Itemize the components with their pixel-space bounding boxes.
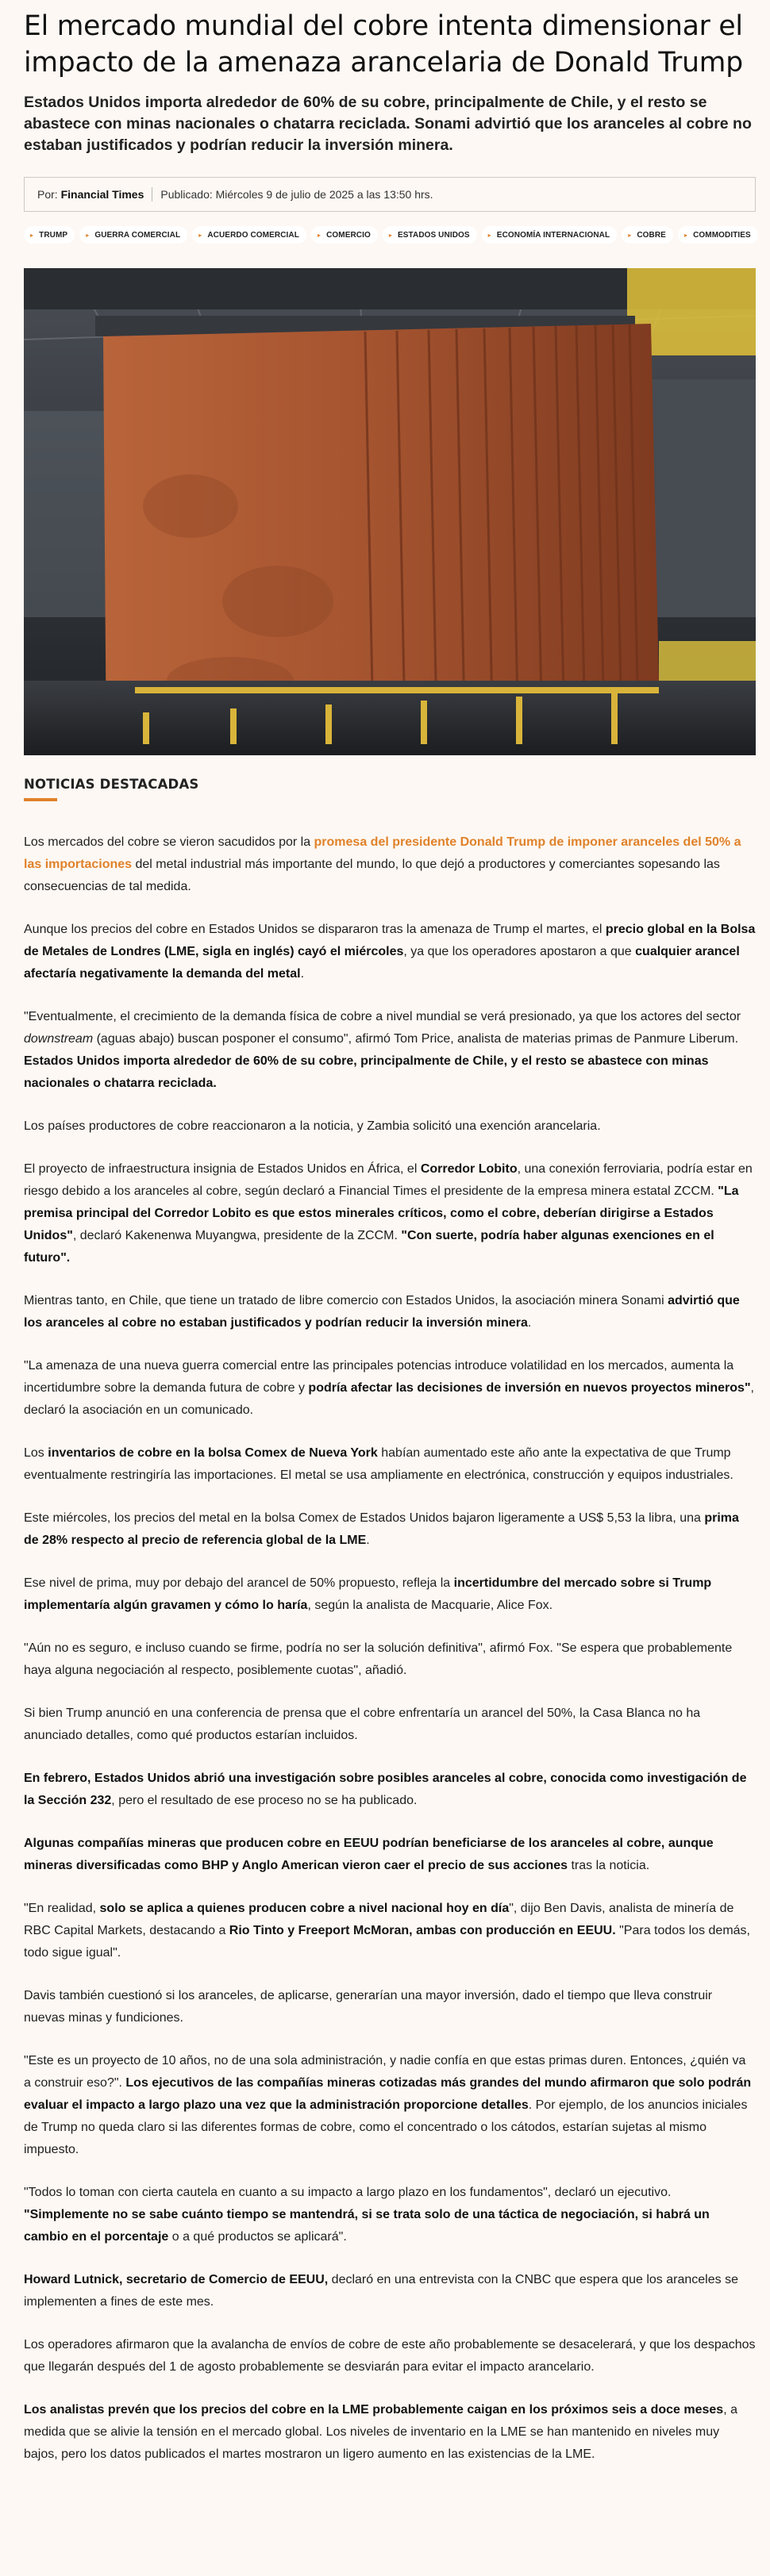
text-run: "Aún no es seguro, e incluso cuando se firme, podría no ser la solución definitiva", afirmó Fox. "Se espera que probablemente haya alguna negociación al respecto, posiblemente cuotas", añadió. <box>24 1641 733 1677</box>
article-paragraph <box>24 1572 756 1617</box>
bold-text: advirtió que los aranceles al cobre no estaban justificados y podrían reducir la inversión minera <box>24 1294 740 1330</box>
text-run: declaró en una entrevista con la CNBC que espera que los aranceles se implementen a fines de este mes. <box>24 2273 738 2309</box>
hero-image <box>24 268 756 755</box>
tag-list <box>24 226 756 245</box>
bold-text: solo se aplica a quienes producen cobre a nivel nacional hoy en día <box>99 1902 510 1915</box>
text-run: tras la noticia. <box>568 1859 650 1872</box>
tag-chip[interactable] <box>192 226 306 244</box>
article <box>24 8 756 2466</box>
byline <box>37 188 144 201</box>
triangle-bullet-icon: ▸ <box>487 231 491 239</box>
triangle-bullet-icon: ▸ <box>30 231 34 239</box>
triangle-bullet-icon: ▸ <box>683 231 688 239</box>
tag-label: ECONOMÍA INTERNACIONAL <box>496 230 610 240</box>
triangle-bullet-icon: ▸ <box>388 231 392 239</box>
text-run: , ya que los operadores apostaron a que <box>403 945 636 958</box>
article-paragraph <box>24 1768 756 1812</box>
text-run: , declaró Kakenenwa Muyangwa, presidente de la ZCCM. <box>72 1229 402 1242</box>
text-run: "En realidad, <box>24 1902 100 1915</box>
text-run: . <box>300 967 305 981</box>
article-paragraph <box>24 1442 756 1487</box>
tag-chip[interactable] <box>79 226 187 244</box>
triangle-bullet-icon: ▸ <box>317 231 321 239</box>
bold-text: Los ejecutivos de las compañías mineras cotizadas más grandes del mundo afirmaron que solo podrán evaluar el impacto a largo plazo una vez que la administración proporcione detalles <box>24 2076 752 2112</box>
text-run: . <box>527 1316 532 1330</box>
section-underline <box>24 798 57 801</box>
text-run: o a qué productos se aplicará". <box>168 2230 347 2244</box>
text-run: Los <box>24 1446 48 1460</box>
text-run: , declaró la asociación en un comunicado. <box>24 1381 754 1417</box>
article-paragraph <box>24 919 756 985</box>
bold-text: "Simplemente no se sabe cuánto tiempo se mantendrá, si se trata solo de una táctica de negociación, si habrá un cambio en el porcentaje <box>24 2208 710 2244</box>
text-run: habían aumentado este año ante la expectativa de que Trump eventualmente restringiría las importaciones. El metal se usa ampliamente en electrónica, construcción y equipos industriales. <box>24 1446 733 1482</box>
published-date: Publicado: Miércoles 9 de julio de 2025 a las 13:50 hrs. <box>160 188 433 201</box>
bold-text: Estados Unidos importa alrededor de 60% de su cobre, principalmente de Chile, y el resto se abastece con minas nacionales o chatarra reciclada. <box>24 1054 709 1090</box>
tag-chip[interactable] <box>311 226 378 244</box>
text-run: . Por ejemplo, de los anuncios iniciales de Trump no queda claro si las diferentes formas de cobre, como el concentrado o los cátodos, estarían sujetas al mismo impuesto. <box>24 2098 748 2156</box>
text-run: , una conexión ferroviaria, podría estar en riesgo debido a los aranceles al cobre, según declaró a Financial Times el presidente de la empresa minera estatal ZCCM. <box>24 1162 753 1198</box>
article-paragraph <box>24 1985 756 2029</box>
article-title: El mercado mundial del cobre intenta dimensionar el impacto de la amenaza arancelaria de Donald Trump <box>24 10 743 79</box>
tag-label: COMMODITIES <box>693 230 751 240</box>
bold-text: "La premisa principal del Corredor Lobito es que estos minerales críticos, como el cobre, deberían dirigirse a Estados Unidos" <box>24 1184 739 1242</box>
text-run: Ese nivel de prima, muy por debajo del arancel de 50% propuesto, refleja la <box>24 1576 454 1590</box>
article-paragraph <box>24 2050 756 2161</box>
bold-text: Algunas compañías mineras que producen cobre en EEUU podrían beneficiarse de los aranceles al cobre, aunque mineras diversificadas como BHP y Anglo American vieron caer el precio de sus acciones <box>24 1837 714 1872</box>
tag-chip[interactable] <box>24 226 75 244</box>
article-subtitle: Estados Unidos importa alrededor de 60% de su cobre, principalmente de Chile, y el resto se abastece con minas nacionales o chatarra reciclada. Sonami advirtió que los aranceles al cobre no estaban justificados y podrían reducir la inversión minera. <box>24 94 752 154</box>
text-run: "Todos lo toman con cierta cautela en cuanto a su impacto a largo plazo en los fundamentos", declaró un ejecutivo. <box>24 2186 672 2199</box>
text-run: Mientras tanto, en Chile, que tiene un tratado de libre comercio con Estados Unidos, la asociación minera Sonami <box>24 1294 668 1307</box>
article-paragraph <box>24 2399 756 2466</box>
text-run: "Este es un proyecto de 10 años, no de una sola administración, y nadie confía en que estas primas duren. Entonces, ¿quién va a construir eso?". <box>24 2054 746 2090</box>
text-run: Aunque los precios del cobre en Estados Unidos se dispararon tras la amenaza de Trump el martes, el <box>24 923 606 936</box>
bold-text: "Con suerte, podría haber algunas exenciones en el futuro". <box>24 1229 714 1265</box>
tag-label: ESTADOS UNIDOS <box>398 230 470 240</box>
text-run: . <box>366 1534 370 1547</box>
article-paragraph <box>24 1158 756 1269</box>
bold-text: Los analistas prevén que los precios del cobre en la LME probablemente caigan en los próximos seis a doce meses <box>24 2403 724 2417</box>
article-body <box>24 831 756 2466</box>
text-run: Davis también cuestionó si los aranceles, de aplicarse, generarían una mayor inversión, dado el tiempo que lleva construir nuevas minas y fundiciones. <box>24 1989 713 2025</box>
tag-label: ACUERDO COMERCIAL <box>207 230 299 240</box>
text-run: "La amenaza de una nueva guerra comercial entre las principales potencias introduce volatilidad en los mercados, aumenta la incertidumbre sobre la demanda futura de cobre y <box>24 1359 734 1395</box>
tag-chip[interactable] <box>383 226 477 244</box>
tag-label: COMERCIO <box>326 230 371 240</box>
byline-label: Por: <box>37 188 58 201</box>
bold-text: Corredor Lobito <box>420 1162 518 1176</box>
bold-text: inventarios de cobre en la bolsa Comex de Nueva York <box>48 1446 378 1460</box>
article-paragraph <box>24 2334 756 2378</box>
tag-chip[interactable] <box>622 226 673 244</box>
article-paragraph <box>24 1898 756 1964</box>
bold-text: prima de 28% respecto al precio de referencia global de la LME <box>24 1511 739 1547</box>
text-run: El proyecto de infraestructura insignia de Estados Unidos en África, el <box>24 1162 421 1176</box>
bold-text: cualquier arancel afectaría negativamente la demanda del metal <box>24 945 740 981</box>
article-paragraph <box>24 2269 756 2313</box>
article-paragraph <box>24 2182 756 2248</box>
text-run: Los países productores de cobre reaccionaron a la noticia, y Zambia solicitó una exención arancelaria. <box>24 1119 601 1133</box>
article-paragraph <box>24 831 756 898</box>
bold-text: podría afectar las decisiones de inversión en nuevos proyectos mineros" <box>308 1381 751 1395</box>
article-paragraph <box>24 1006 756 1095</box>
article-paragraph <box>24 1290 756 1334</box>
triangle-bullet-icon: ▸ <box>628 231 632 239</box>
text-run: , según la analista de Macquarie, Alice Fox. <box>307 1599 553 1612</box>
article-paragraph <box>24 1703 756 1747</box>
bold-text: Rio Tinto y Freeport McMoran, ambas con producción en EEUU. <box>229 1924 616 1937</box>
text-run: , a medida que se alivie la tensión en el mercado global. Los niveles de inventario en la LME se han mantenido en niveles muy bajos, pero los datos publicados el martes mostraron un ligero aumento en las existencias de la LME. <box>24 2403 737 2461</box>
text-run: Los operadores afirmaron que la avalancha de envíos de cobre de este año probablemente se desacelerará, y que los despachos que llegarán después del 1 de agosto probablemente se desviarán para evitar el impacto arancelario. <box>24 2338 756 2374</box>
article-meta <box>24 177 756 212</box>
article-paragraph <box>24 1115 756 1138</box>
text-run: Los mercados del cobre se vieron sacudidos por la <box>24 835 314 849</box>
italic-text: downstream <box>24 1032 94 1046</box>
text-run: Este miércoles, los precios del metal en la bolsa Comex de Estados Unidos bajaron ligeramente a US$ 5,53 la libra, una <box>24 1511 705 1525</box>
tag-label: GUERRA COMERCIAL <box>94 230 181 240</box>
text-run: Si bien Trump anunció en una conferencia de prensa que el cobre enfrentaría un arancel del 50%, la Casa Blanca no ha anunciado detalles, como qué productos estarían incluidos. <box>24 1706 701 1742</box>
bold-text: En febrero, Estados Unidos abrió una investigación sobre posibles aranceles al cobre, conocida como investigación de la Sección 232 <box>24 1772 747 1807</box>
bold-text: Howard Lutnick, secretario de Comercio de EEUU, <box>24 2273 329 2286</box>
tag-label: COBRE <box>637 230 666 240</box>
text-run: (aguas abajo) buscan posponer el consumo", afirmó Tom Price, analista de materias primas de Panmure Liberum. <box>93 1032 739 1046</box>
author-name[interactable]: Financial Times <box>60 188 144 201</box>
tag-chip[interactable] <box>678 226 758 244</box>
text-run: , pero el resultado de ese proceso no se ha publicado. <box>111 1794 418 1807</box>
text-run: "Eventualmente, el crecimiento de la demanda física de cobre a nivel mundial se verá presionado, ya que los actores del sector <box>24 1010 741 1023</box>
bold-text: precio global en la Bolsa de Metales de Londres (LME, sigla en inglés) cayó el miércoles <box>24 923 756 958</box>
triangle-bullet-icon: ▸ <box>86 231 90 239</box>
article-paragraph <box>24 1355 756 1422</box>
article-paragraph <box>24 1507 756 1552</box>
text-run: "Para todos los demás, todo sigue igual". <box>24 1924 750 1960</box>
related-article-link[interactable]: promesa del presidente Donald Trump de imponer aranceles del 50% a las importaciones <box>24 835 741 871</box>
tag-chip[interactable] <box>482 226 618 244</box>
text-run: del metal industrial más importante del mundo, lo que dejó a productores y comerciantes sopesando las consecuencias de tal medida. <box>24 858 720 893</box>
triangle-bullet-icon: ▸ <box>198 231 202 239</box>
text-run: ", dijo Ben Davis, analista de minería de RBC Capital Markets, destacando a <box>24 1902 734 1937</box>
article-paragraph <box>24 1637 756 1682</box>
section-heading: NOTICIAS DESTACADAS <box>24 777 199 792</box>
bold-text: incertidumbre del mercado sobre si Trump implementaría algún gravamen y cómo lo haría <box>24 1576 712 1612</box>
copper-cathodes-photo <box>24 268 756 755</box>
article-paragraph <box>24 1833 756 1877</box>
tag-label: TRUMP <box>39 230 68 240</box>
